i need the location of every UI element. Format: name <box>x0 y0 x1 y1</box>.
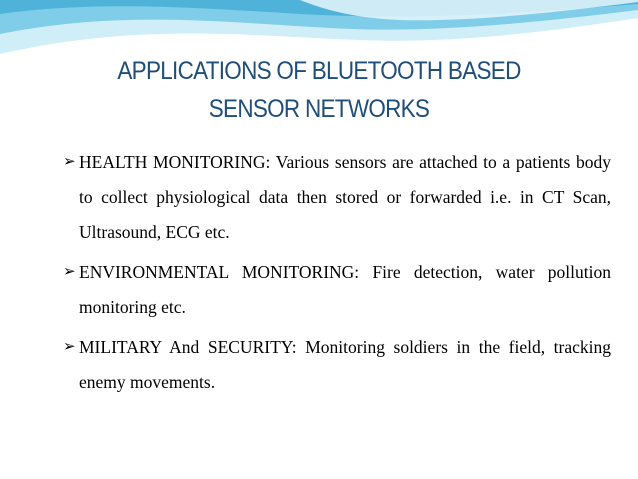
bullet-military-security <box>63 330 611 400</box>
bullet-text: MILITARY And SECURITY: Monitoring soldiers in the field, tracking enemy movements. <box>79 337 611 392</box>
bullet-health-monitoring <box>63 145 611 250</box>
bullet-text: HEALTH MONITORING: Various sensors are attached to a patients body to collect physiological data then stored or forwarded i.e. in CT Scan, Ultrasound, ECG etc. <box>79 152 611 242</box>
bullet-environmental-monitoring <box>63 255 611 325</box>
title-line-2: SENSOR NETWORKS <box>208 95 430 123</box>
arrow-bullet-icon: ➢ <box>63 264 76 280</box>
bullet-list <box>63 145 611 405</box>
slide-title <box>86 52 552 128</box>
arrow-bullet-icon: ➢ <box>63 339 76 355</box>
title-line-1: APPLICATIONS OF BLUETOOTH BASED <box>117 57 521 85</box>
arrow-bullet-icon: ➢ <box>63 154 76 170</box>
bullet-text: ENVIRONMENTAL MONITORING: Fire detection, water pollution monitoring etc. <box>79 262 611 317</box>
